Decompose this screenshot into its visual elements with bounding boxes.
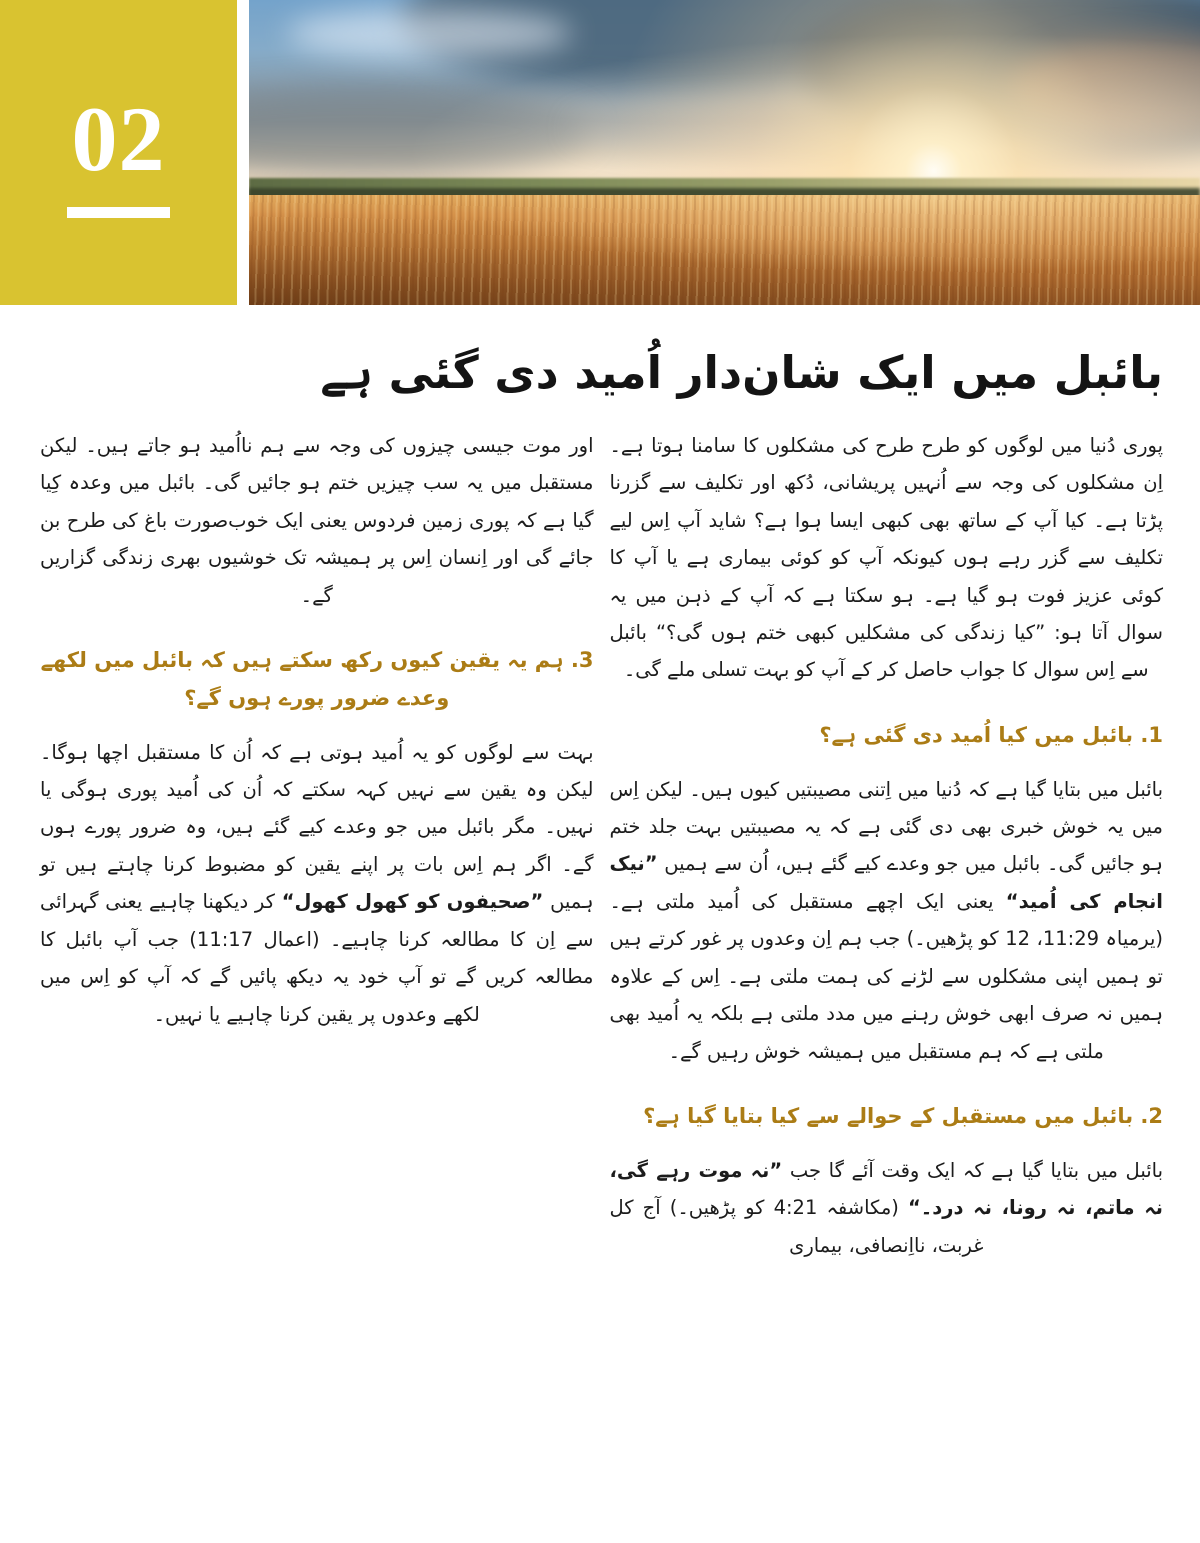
bold-phrase: ”نہ موت رہے گی، نہ ماتم، نہ رونا، نہ درد۔“	[609, 1158, 1163, 1220]
text-run: پوری دُنیا میں لوگوں کو طرح طرح کی مشکلوں کا سامنا ہوتا ہے۔ اِن مشکلوں کی وجہ سے اُنہیں پریشانی، دُکھ اور تکلیف سے گزرنا پڑتا ہے۔ کیا آپ کے ساتھ بھی کبھی ایسا ہوا ہے؟ شاید آپ اِس لیے تکلیف سے گزر رہے ہوں کیونکہ آپ کو کوئی بیماری ہے یا آپ کا کوئی عزیز فوت ہو گیا ہے۔ ہو سکتا ہے کہ آپ کے ذہن میں یہ سوال آتا ہو: ”کیا زندگی کی مشکلیں کبھی ختم ہوں گی؟“ بائبل سے اِس سوال کا جواب حاصل کر کے آپ کو بہت تسلی ملے گی۔	[609, 433, 1163, 682]
lesson-number-underline	[67, 207, 170, 218]
bold-phrase: ”صحیفوں کو کھول کھول“	[281, 890, 544, 914]
paragraph	[610, 771, 1164, 1071]
question-heading: 1. بائبل میں کیا اُمید دی گئی ہے؟	[819, 722, 1163, 747]
question-heading: 2. بائبل میں مستقبل کے حوالے سے کیا بتایا گیا ہے؟	[643, 1104, 1163, 1129]
page-header	[0, 0, 1200, 305]
photo-wheat-texture	[249, 195, 1200, 305]
paragraph	[40, 427, 594, 614]
lesson-number: 02	[71, 88, 166, 190]
text-run: یعنی ایک اچھے مستقبل کی اُمید ملتی ہے۔ (یرمیاہ 11:29، 12 کو پڑھیں۔) جب ہم اِن وعدوں پر غور کرتے ہیں تو ہمیں اپنی مشکلوں سے لڑنے کی ہمت ملتی ہے۔ اِس کے علاوہ ہمیں نہ صرف ابھی خوش رہنے میں مدد ملتی ہے بلکہ یہ اُمید بھی ملتی ہے کہ ہم مستقبل میں ہمیشہ خوش رہیں گے۔	[609, 889, 1163, 1063]
page-title: بائبل میں ایک شان‌دار اُمید دی گئی ہے	[320, 346, 1163, 399]
paragraph	[610, 427, 1164, 689]
lesson-number-block	[0, 0, 237, 305]
text-run: (مکاشفہ 4:21 کو پڑھیں۔) آج کل غربت، نااِنصافی، بیماری	[609, 1196, 984, 1257]
bold-phrase: ”نیک انجام کی اُمید“	[609, 852, 1163, 913]
paragraph	[610, 1152, 1164, 1264]
text-run: اور موت جیسی چیزوں کی وجہ سے ہم نااُمید ہو جاتے ہیں۔ لیکن مستقبل میں یہ سب چیزیں ختم ہو جائیں گی۔ بائبل میں وعدہ کِیا گیا ہے کہ پوری زمین فردوس یعنی ایک خوب‌صورت باغ کی طرح بن جائے گی اور اِنسان اِس پر ہمیشہ تک خوشیوں بھری زندگی گزاریں گے۔	[40, 433, 594, 607]
article-column-left	[40, 427, 594, 1288]
paragraph	[40, 734, 594, 1034]
article-body	[40, 427, 1163, 1288]
question-heading: 3. ہم یہ یقین کیوں رکھ سکتے ہیں کہ بائبل میں لکھے وعدے ضرور پورے ہوں گے؟	[40, 647, 594, 710]
text-run: کر دیکھنا چاہیے یعنی گہرائی سے اِن کا مطالعہ کرنا چاہیے۔ (اعمال 11:17) جب آپ بائبل کا مطالعہ کریں گے تو آپ خود یہ دیکھ پائیں گے کہ آپ کو اِس میں لکھے وعدوں پر یقین کرنا چاہیے یا نہیں۔	[40, 890, 594, 1026]
text-run: بائبل میں بتایا گیا ہے کہ ایک وقت آئے گا جب	[782, 1158, 1163, 1182]
text-run: بہت سے لوگوں کو یہ اُمید ہوتی ہے کہ اُن کا مستقبل اچھا ہوگا۔ لیکن وہ یقین سے نہیں کہہ سکتے کہ اُن کی اُمید پوری ہوگی یا نہیں۔ مگر بائبل میں جو وعدے کیے گئے ہیں، وہ ضرور پورے ہوں گے۔ اگر ہم اِس بات پر اپنے یقین کو مضبوط کرنا چاہتے ہیں تو ہمیں	[40, 740, 594, 914]
text-run: بائبل میں بتایا گیا ہے کہ دُنیا میں اِتنی مصیبتیں کیوں ہیں۔ لیکن اِس میں یہ خوش خبری بھی دی گئی ہے کہ یہ مصیبتیں بہت جلد ختم ہو جائیں گی۔ بائبل میں جو وعدے کیے گئے ہیں، اُن سے ہمیں	[609, 777, 1163, 876]
header-photo	[249, 0, 1200, 305]
article-column-right	[610, 427, 1164, 1288]
